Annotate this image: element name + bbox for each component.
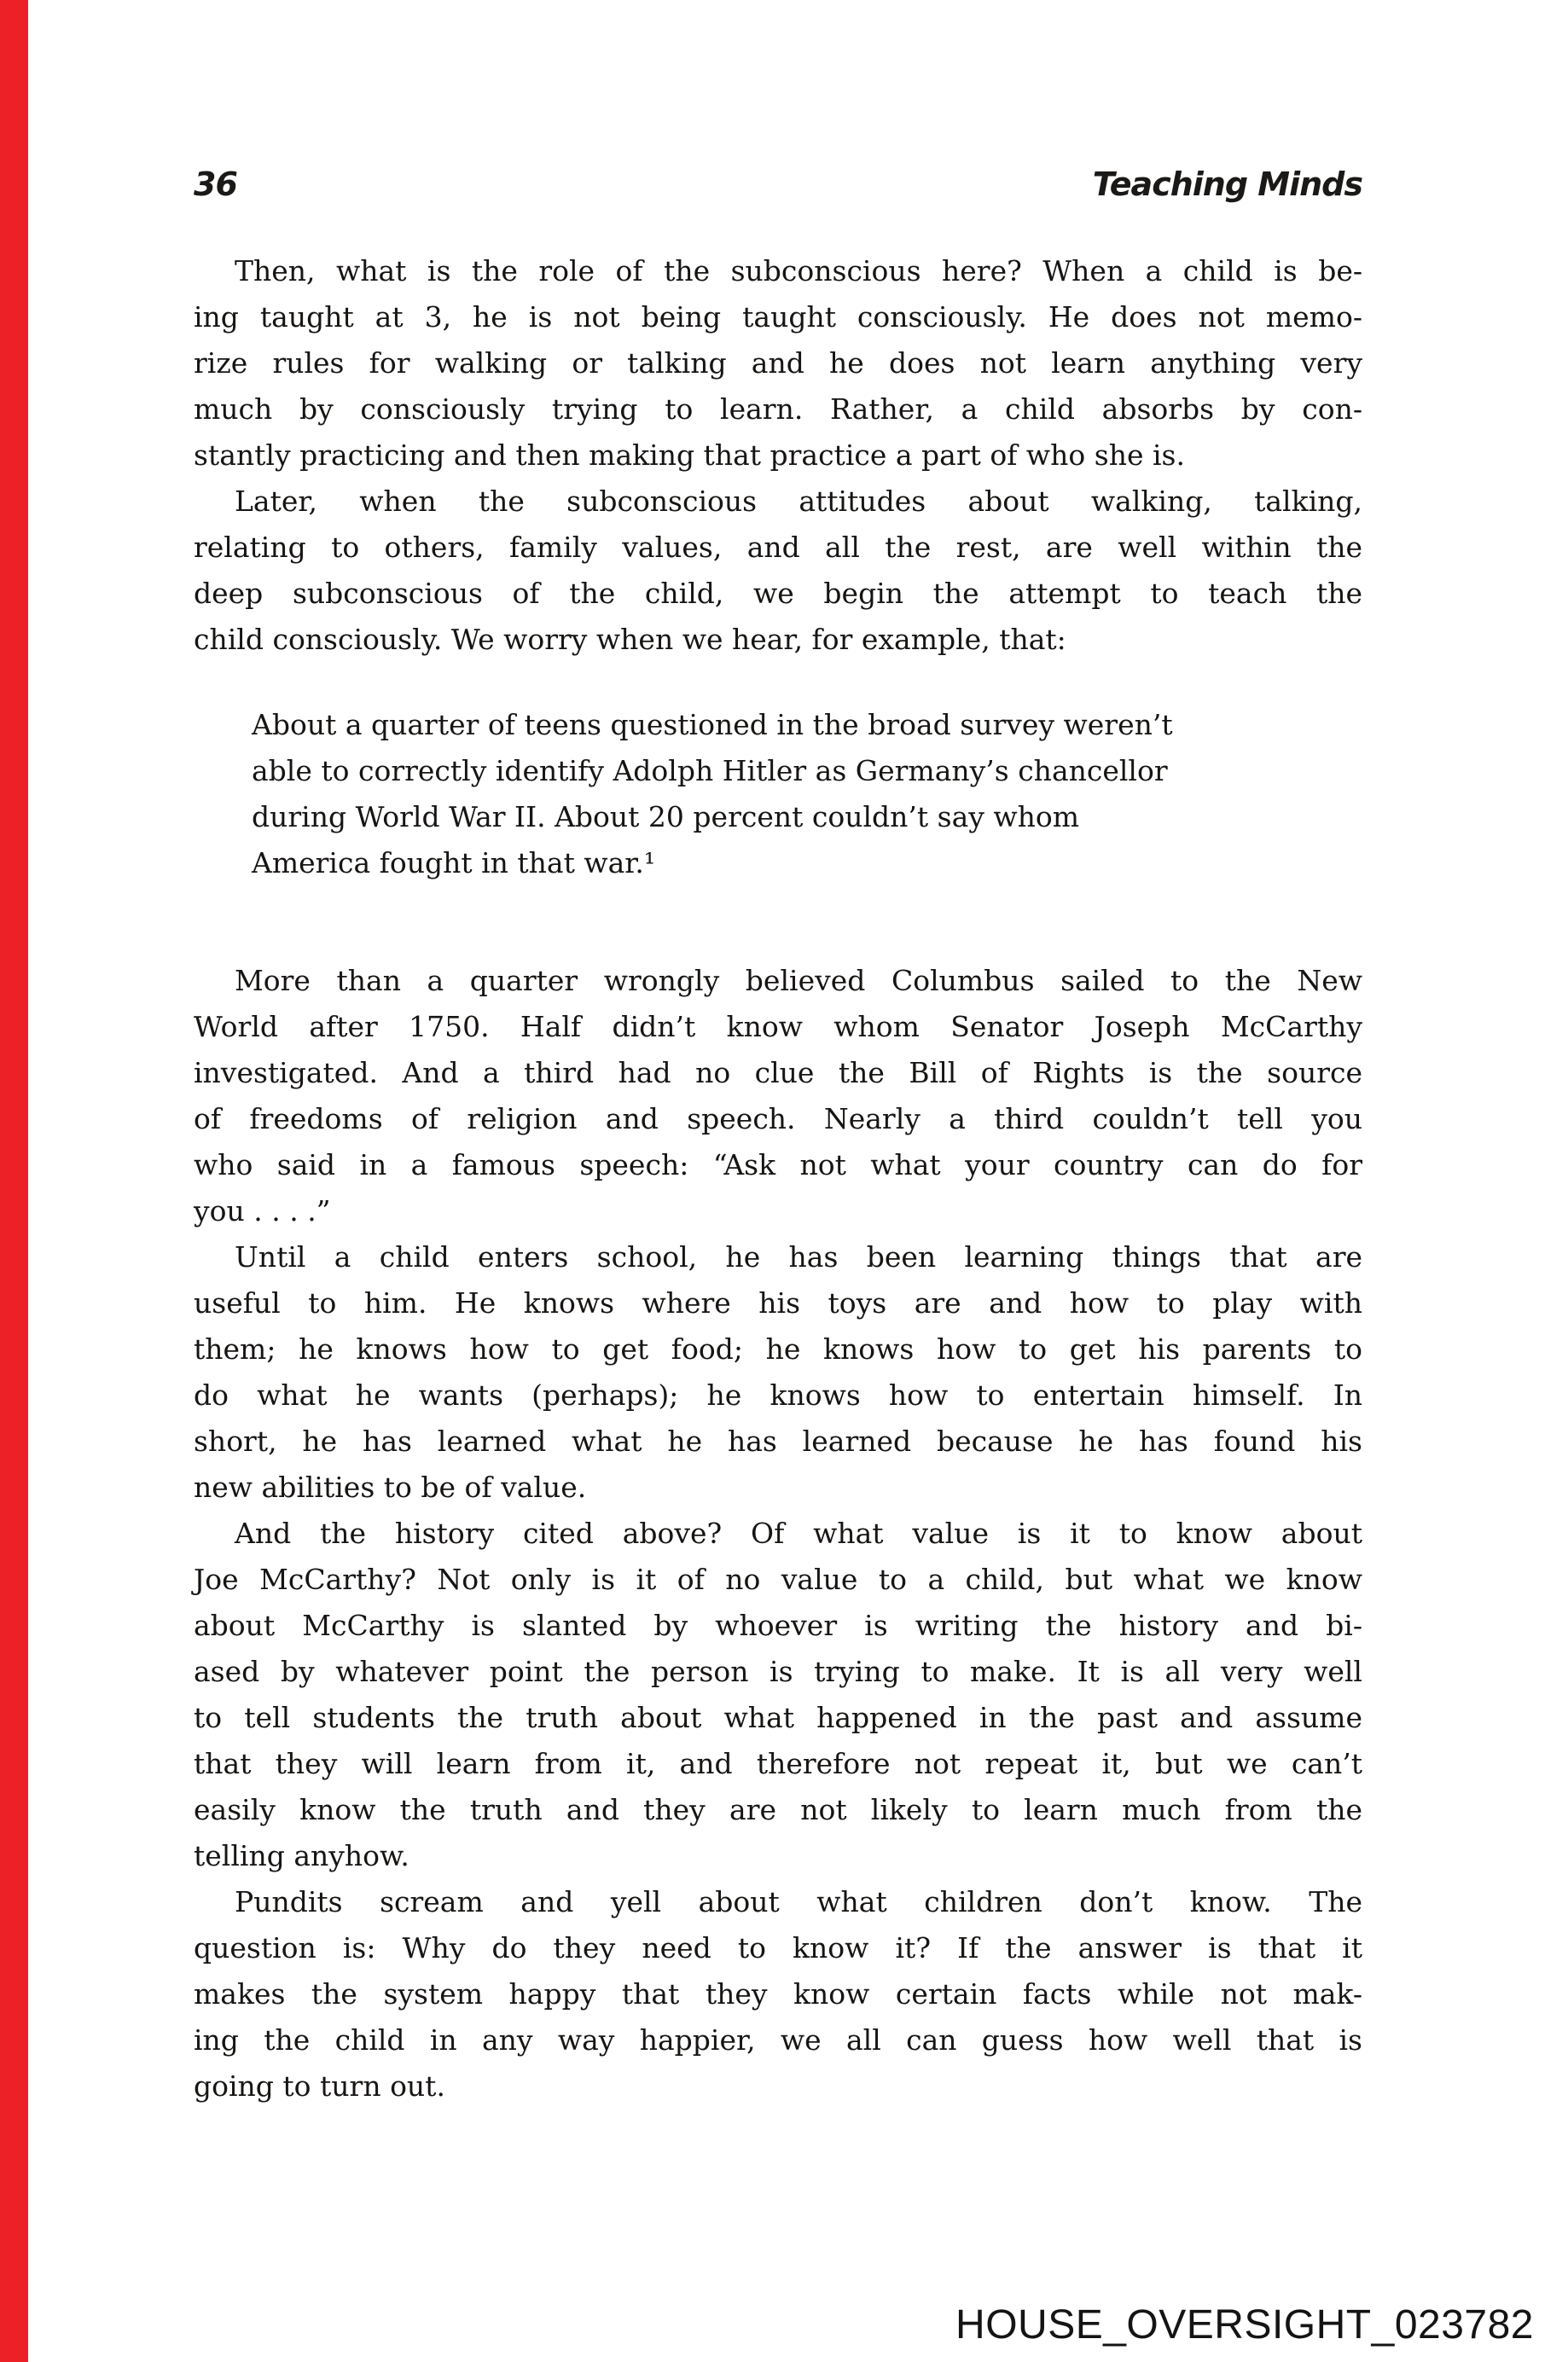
text-line: them; he knows how to get food; he knows how to get his parents to — [194, 1332, 1362, 1366]
running-title: Teaching Minds — [1092, 165, 1362, 203]
text-line: going to turn out. — [194, 2069, 445, 2103]
text-line: during World War II. About 20 percent couldn’t say whom — [252, 800, 1080, 833]
text-line: new abilities to be of value. — [194, 1471, 587, 1504]
body-paragraph — [194, 958, 1362, 1234]
text-line: ing taught at 3, he is not being taught consciously. He does not memo- — [194, 300, 1362, 334]
text-line: About a quarter of teens questioned in the broad survey weren’t — [252, 708, 1173, 741]
body-paragraph — [194, 1511, 1362, 1879]
text-line: who said in a famous speech: “Ask not what your country can do for — [194, 1148, 1362, 1181]
text-line: short, he has learned what he has learned because he has found his — [194, 1425, 1362, 1458]
blockquote — [252, 702, 1362, 886]
text-line: child consciously. We worry when we hear, for example, that: — [194, 623, 1066, 656]
text-line: easily know the truth and they are not likely to learn much from the — [194, 1793, 1362, 1826]
text-line: More than a quarter wrongly believed Columbus sailed to the New — [235, 964, 1362, 997]
text-line: America fought in that war.¹ — [252, 846, 656, 879]
page-number: 36 — [194, 165, 237, 203]
text-line: rize rules for walking or talking and he does not learn anything very — [194, 346, 1362, 380]
text-line: deep subconscious of the child, we begin the attempt to teach the — [194, 577, 1362, 610]
text-line: question is: Why do they need to know it? If the answer is that it — [194, 1931, 1362, 1964]
text-line: relating to others, family values, and all the rest, are well within the — [194, 531, 1362, 564]
text-line: much by consciously trying to learn. Rather, a child absorbs by con- — [194, 392, 1362, 426]
text-line: Pundits scream and yell about what children don’t know. The — [235, 1885, 1362, 1918]
text-line: Then, what is the role of the subconscious here? When a child is be- — [235, 254, 1362, 287]
text-line: ing the child in any way happier, we all can guess how well that is — [194, 2023, 1362, 2057]
text-line: And the history cited above? Of what value is it to know about — [235, 1517, 1362, 1550]
body-paragraph — [194, 479, 1362, 663]
running-header — [194, 165, 1362, 203]
text-line: Later, when the subconscious attitudes about walking, talking, — [235, 485, 1362, 518]
body-paragraph — [194, 1234, 1362, 1511]
text-line: about McCarthy is slanted by whoever is writing the history and bi- — [194, 1609, 1362, 1642]
text-line: stantly practicing and then making that practice a part of who she is. — [194, 438, 1185, 472]
text-line: do what he wants (perhaps); he knows how to entertain himself. In — [194, 1378, 1362, 1412]
text-line: makes the system happy that they know certain facts while not mak- — [194, 1977, 1362, 2011]
text-line: able to correctly identify Adolph Hitler as Germany’s chancellor — [252, 754, 1168, 787]
text-line: that they will learn from it, and therefore not repeat it, but we can’t — [194, 1747, 1362, 1780]
body-paragraph — [194, 248, 1362, 479]
text-line: telling anyhow. — [194, 1839, 409, 1872]
bates-number: HOUSE_OVERSIGHT_023782 — [955, 2302, 1534, 2347]
scan-edge-stripe — [0, 0, 28, 2362]
text-line: Joe McCarthy? Not only is it of no value to a child, but what we know — [194, 1563, 1362, 1596]
text-line: ased by whatever point the person is trying to make. It is all very well — [194, 1655, 1362, 1688]
text-line: Until a child enters school, he has been learning things that are — [235, 1240, 1362, 1274]
text-line: you . . . .” — [194, 1194, 331, 1227]
text-block — [194, 248, 1362, 2110]
text-line: of freedoms of religion and speech. Nearly a third couldn’t tell you — [194, 1102, 1362, 1135]
text-line: useful to him. He knows where his toys are and how to play with — [194, 1286, 1362, 1320]
text-line: investigated. And a third had no clue the Bill of Rights is the source — [194, 1056, 1362, 1089]
text-line: to tell students the truth about what happened in the past and assume — [194, 1701, 1362, 1734]
body-paragraph — [194, 1879, 1362, 2110]
text-line: World after 1750. Half didn’t know whom Senator Joseph McCarthy — [194, 1010, 1362, 1043]
